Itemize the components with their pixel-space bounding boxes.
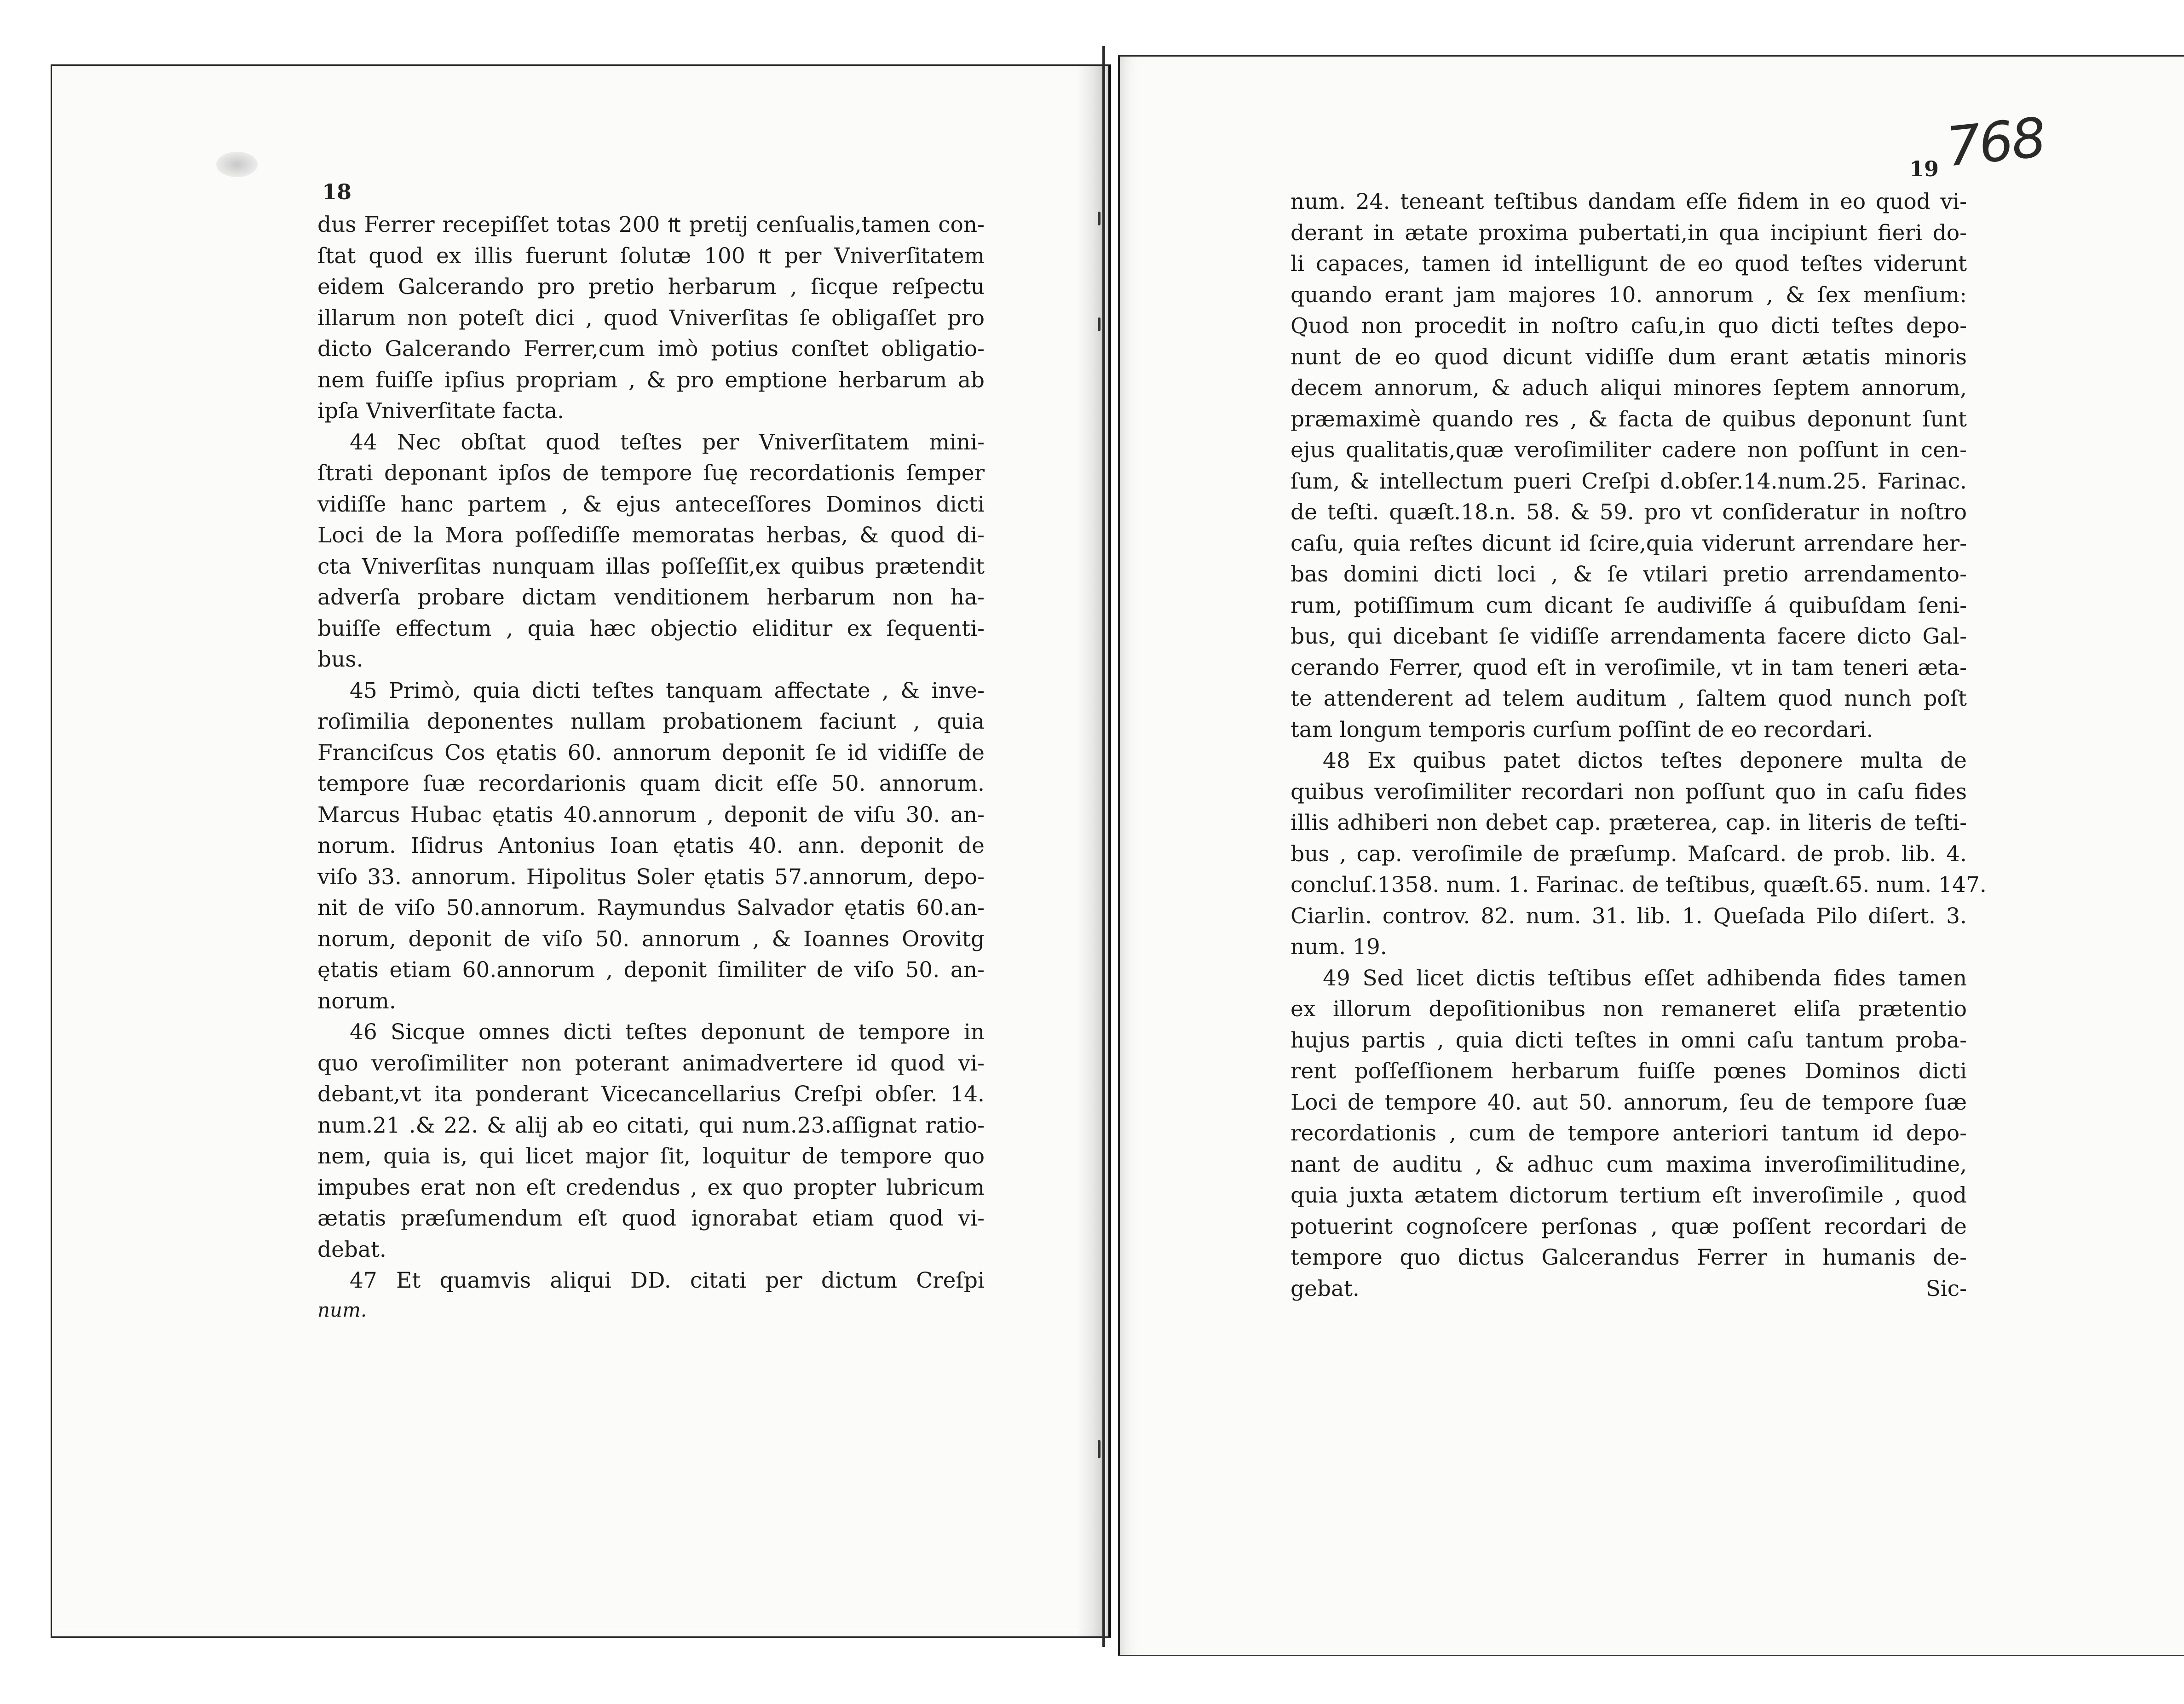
text-line: ſtat quod ex illis fuerunt ſolutæ 100 ₶ per Vniverſitatem (317, 243, 985, 269)
book-gutter (1102, 46, 1105, 1647)
text-line: ejus qualitatis,quæ veroſimiliter cadere non poſſunt in cen- (1291, 438, 1967, 463)
page-number-left: 18 (322, 179, 352, 204)
text-line: debant,vt ita ponderant Vicecancellarius Creſpi obſer. 14. (317, 1082, 985, 1107)
text-line: caſu, quia reſtes dicunt id ſcire,quia viderunt arrendare her- (1291, 530, 1967, 556)
text-line: decem annorum, & aduch aliqui minores ſeptem annorum, (1291, 375, 1967, 401)
text-line: nem, quia is, qui licet major ſit, loquitur de tempore quo (317, 1144, 985, 1169)
text-line: 45 Primò, quia dicti teſtes tanquam affectate , & inve- (350, 678, 985, 703)
text-line: quibus veroſimiliter recordari non poſſunt quo in caſu fides (1291, 779, 1967, 805)
text-line: ex illorum depoſitionibus non remaneret eliſa prætentio (1291, 996, 1967, 1022)
text-line: num. 19. (1291, 934, 1387, 960)
text-line: Franciſcus Cos ętatis 60. annorum deponit ſe id vidiſſe de (317, 740, 985, 766)
text-line: tempore quo dictus Galcerandus Ferrer in humanis de- (1291, 1245, 1967, 1270)
text-line: cta Vniverſitas nunquam illas poſſeſſit,ex quibus prætendit (317, 553, 985, 579)
text-line: recordationis , cum de tempore anteriori tantum id depo- (1291, 1121, 1967, 1146)
text-line: tam longum temporis curſum poſſint de eo recordari. (1291, 717, 1873, 743)
folio-stamp: 768 (1943, 105, 2047, 179)
text-line: viſo 33. annorum. Hipolitus Soler ętatis 57.annorum, depo- (317, 864, 985, 890)
text-line: num. 24. teneant teſtibus dandam eſſe fidem in eo quod vi- (1291, 189, 1967, 214)
text-line: bus, qui dicebant ſe vidiſſe arrendamenta facere dicto Gal- (1291, 624, 1967, 649)
text-line: rent poſſeſſionem herbarum fuiſſe pœnes Dominos dicti (1291, 1059, 1967, 1084)
text-line: 48 Ex quibus patet dictos teſtes deponere multa de (1323, 748, 1967, 773)
margin-mark (1098, 1440, 1101, 1458)
text-line: roſimilia deponentes nullam probationem faciunt , quia (317, 709, 985, 734)
text-line: norum. (317, 988, 396, 1014)
catchword: num. (317, 1298, 367, 1321)
text-line: potuerint cognoſcere perſonas , quæ poſſent recordari de (1291, 1214, 1967, 1239)
text-line: nit de viſo 50.annorum. Raymundus Salvador ętatis 60.an- (317, 895, 985, 921)
text-line: Marcus Hubac ętatis 40.annorum , deponit de viſu 30. an- (317, 802, 985, 828)
text-line: illarum non poteſt dici , quod Vniverſitas ſe obligaſſet pro (317, 305, 985, 331)
text-line: bus , cap. veroſimile de præſump. Maſcard. de prob. lib. 4. (1291, 841, 1967, 867)
text-line: Loci de tempore 40. aut 50. annorum, ſeu de tempore ſuæ (1291, 1089, 1967, 1115)
text-line: ſum, & intellectum pueri Creſpi d.obſer.14.num.25. Farinac. (1291, 468, 1967, 494)
catchword: Sic- (1925, 1276, 1967, 1301)
text-line: illis adhiberi non debet cap. præterea, cap. in literis de teſti- (1291, 810, 1967, 835)
text-line: eidem Galcerando pro pretio herbarum , ſicque reſpectu (317, 274, 985, 299)
ink-smudge (216, 152, 258, 177)
text-line: vidiſſe hanc partem , & ejus anteceſſores Dominos dicti (317, 491, 985, 517)
text-line: de teſti. quæſt.18.n. 58. & 59. pro vt conſideratur in noſtro (1291, 500, 1967, 525)
text-line: nem fuiſſe ipſius propriam , & pro emptione herbarum ab (317, 367, 985, 393)
text-line: norum. Iſidrus Antonius Ioan ętatis 40. ann. deponit de (317, 833, 985, 858)
text-line: derant in ætate proxima pubertati,in qua incipiunt fieri do- (1291, 220, 1967, 246)
text-line: cerando Ferrer, quod eſt in veroſimile, vt in tam teneri æta- (1291, 655, 1967, 680)
page-number-right: 19 (1909, 156, 1939, 181)
text-line: buiſſe effectum , quia hæc objectio eliditur ex ſequenti- (317, 616, 985, 641)
text-line: præmaximè quando res , & facta de quibus deponunt ſunt (1291, 406, 1967, 432)
text-line: gebat. (1291, 1276, 1360, 1301)
text-line: hujus partis , quia dicti teſtes in omni caſu tantum proba- (1291, 1027, 1967, 1053)
text-line: quando erant jam majores 10. annorum , & ſex menſium: (1291, 282, 1967, 308)
text-line: ætatis præſumendum eſt quod ignorabat etiam quod vi- (317, 1206, 985, 1231)
margin-mark (1098, 317, 1101, 331)
text-line: concluſ.1358. num. 1. Farinac. de teſtibus, quæſt.65. num. 147. (1291, 872, 1987, 898)
text-line: num.21 .& 22. & alij ab eo citati, qui num.23.aſſignat ratio- (317, 1112, 985, 1138)
text-line: debat. (317, 1237, 386, 1262)
text-line: tempore ſuæ recordarionis quam dicit eſſe 50. annorum. (317, 771, 985, 796)
text-line: 47 Et quamvis aliqui DD. citati per dictum Creſpi (350, 1268, 985, 1293)
text-line: ſtrati deponant ipſos de tempore ſuę recordationis ſemper (317, 461, 985, 486)
text-line: 49 Sed licet dictis teſtibus eſſet adhibenda fides tamen (1323, 965, 1967, 991)
text-line: nunt de eo quod dicunt vidiſſe dum erant ætatis minoris (1291, 344, 1967, 370)
text-line: dicto Galcerando Ferrer,cum imò potius conſtet obligatio- (317, 336, 985, 362)
text-line: quo veroſimiliter non poterant animadvertere id quod vi- (317, 1050, 985, 1076)
text-line: Loci de la Mora poſſediſſe memoratas herbas, & quod di- (317, 523, 985, 548)
text-line: Quod non procedit in noſtro caſu,in quo dicti teſtes depo- (1291, 313, 1967, 339)
text-line: adverſa probare dictam venditionem herbarum non ha- (317, 585, 985, 610)
right-page-text (1291, 186, 1987, 1307)
text-line: dus Ferrer recepiſſet totas 200 ₶ pretij cenſualis,tamen con- (317, 212, 985, 237)
page-shadow (1077, 64, 1104, 1638)
text-line: ipſa Vniverſitate facta. (317, 398, 565, 424)
text-line: rum, potiſſimum cum dicant ſe audiviſſe á quibuſdam ſeni- (1291, 593, 1967, 618)
text-line: ętatis etiam 60.annorum , deponit ſimiliter de viſo 50. an- (317, 957, 985, 983)
text-line: bus. (317, 647, 363, 672)
text-line: nant de auditu , & adhuc cum maxima inveroſimilitudine, (1291, 1151, 1967, 1177)
text-line: norum, deponit de viſo 50. annorum , & Ioannes Orovitg (317, 926, 985, 952)
text-line: quia juxta ætatem dictorum tertium eſt inveroſimile , quod (1291, 1183, 1967, 1208)
text-line: 44 Nec obſtat quod teſtes per Vniverſitatem mini- (350, 429, 985, 455)
text-body-right (1291, 186, 1987, 1304)
text-line: te attenderent ad telem auditum , ſaltem quod nunch poſt (1291, 686, 1967, 711)
margin-mark (1098, 212, 1101, 225)
left-page-text (317, 209, 985, 1328)
text-body-left (317, 209, 985, 1325)
text-line: 46 Sicque omnes dicti teſtes deponunt de tempore in (350, 1019, 985, 1045)
text-line: bas domini dicti loci , & ſe vtilari pretio arrendamento- (1291, 562, 1967, 587)
text-line: li capaces, tamen id intelligunt de eo quod teſtes viderunt (1291, 251, 1967, 276)
text-line: Ciarlin. controv. 82. num. 31. lib. 1. Queſada Pilo diſert. 3. (1291, 903, 1967, 929)
text-line: impubes erat non eſt credendus , ex quo propter lubricum (317, 1174, 985, 1200)
